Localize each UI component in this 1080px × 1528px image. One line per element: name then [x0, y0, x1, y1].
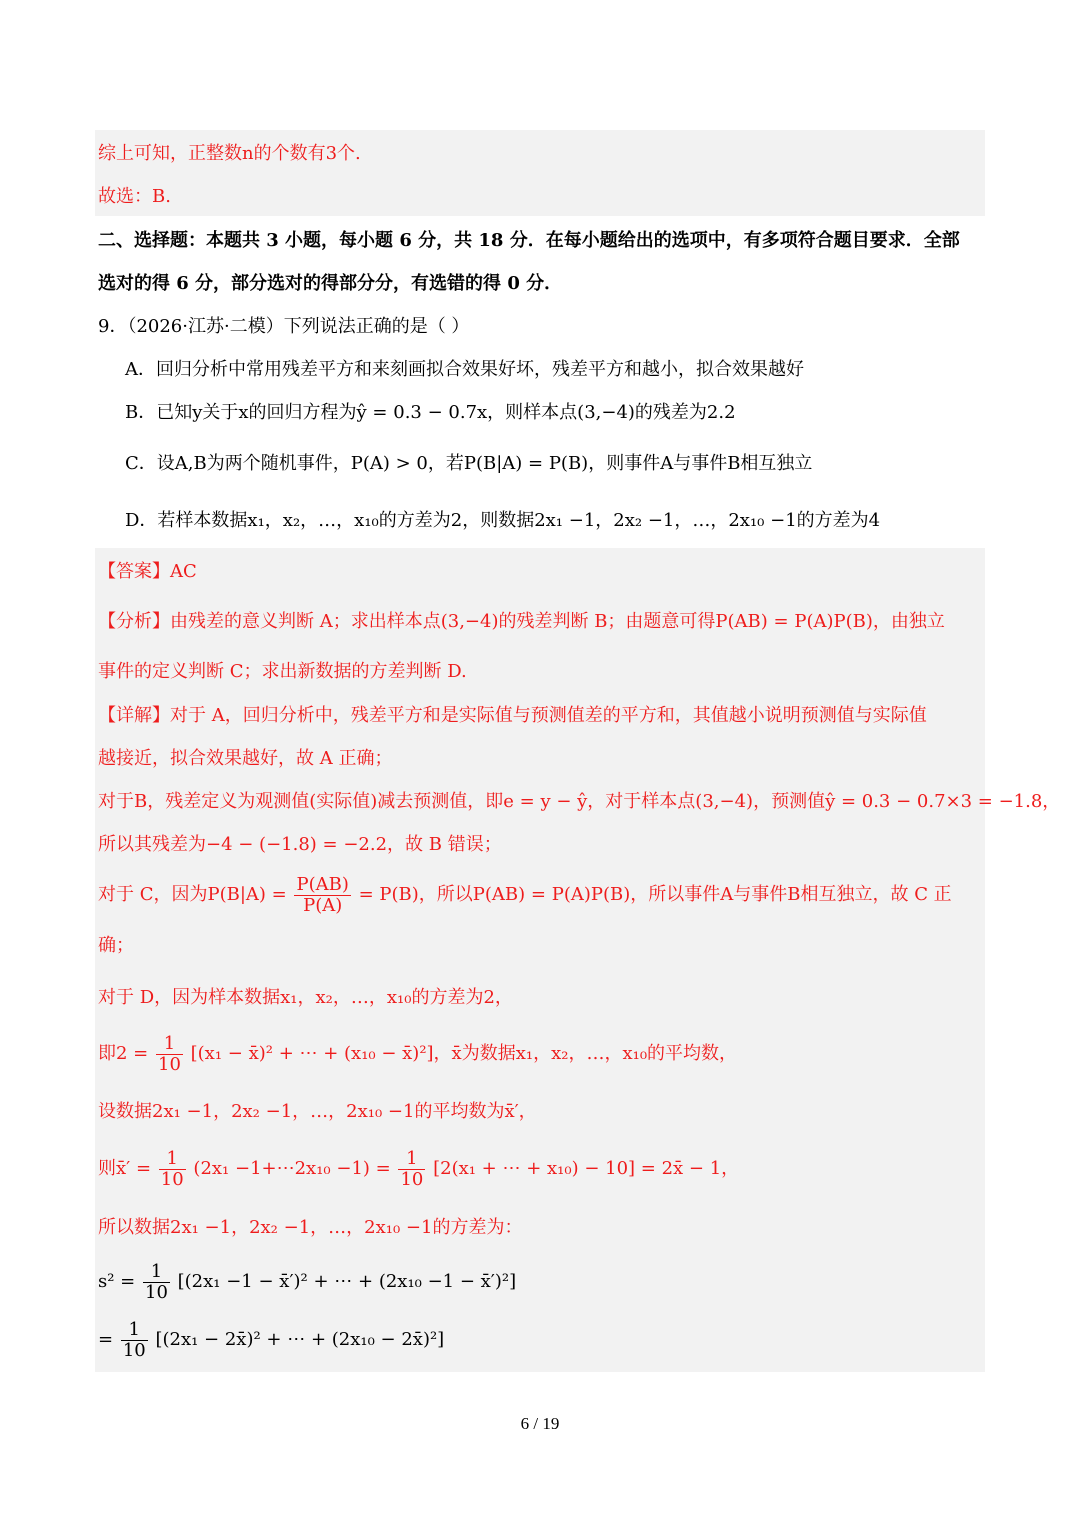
question-stem: 9．（2026·江苏·二模）下列说法正确的是（ ）	[98, 316, 470, 337]
detail-d2-post: [(x₁ − x̄)² + ⋯ + (x₁₀ − x̄)²]，x̄为数据x₁，x₂，…，x₁₀的平均数，	[190, 1043, 738, 1064]
variance-formula-line2: = $\frac{1}{10}$ [(2x₁ − 2x̄)² + ⋯ + (2x₁₀ − 2x̄)²]	[98, 1318, 445, 1361]
detail-d2-pre: 即2 =	[98, 1043, 149, 1064]
fraction-numerator: P(AB)	[296, 873, 349, 895]
detail-b-line1: 对于B，残差定义为观测值(实际值)减去预测值，即e = y − ŷ，对于样本点(3,−4)，预测值ŷ = 0.3 − 0.7×3 = −1.8，	[98, 791, 1061, 812]
detail-line1: 【详解】对于 A，回归分析中，残差平方和是实际值与预测值差的平方和，其值越小说明预测值与实际值	[98, 705, 927, 726]
option-b: B．已知y关于x的回归方程为ŷ = 0.3 − 0.7x，则样本点(3,−4)的残差为2.2	[125, 402, 736, 423]
analysis-line1: 【分析】由残差的意义判断 A；求出样本点(3,−4)的残差判断 B；由题意可得P(AB) = P(A)P(B)，由独立	[98, 611, 945, 632]
fraction-one-tenth: $\frac{1}{10}$	[160, 1147, 184, 1190]
detail-d-line3: 设数据2x₁ −1，2x₂ −1，…，2x₁₀ −1的平均数为x̄′，	[98, 1101, 537, 1122]
fraction-one-tenth: $\frac{1}{10}$	[400, 1147, 424, 1190]
detail-d-line5: 所以数据2x₁ −1，2x₂ −1，…，2x₁₀ −1的方差为：	[98, 1217, 523, 1238]
fraction-denominator: P(A)	[303, 894, 343, 916]
detail-d-line2	[98, 1030, 737, 1078]
conclusion-line: 综上可知，正整数n的个数有3个.	[98, 143, 361, 164]
detail-c-post: = P(B)，所以P(AB) = P(A)P(B)，所以事件A与事件B相互独立，故 C 正	[358, 884, 952, 905]
fraction-pab-over-pa	[294, 875, 350, 916]
page-number: 6 / 19	[520, 1414, 560, 1433]
fraction-one-tenth: $\frac{1}{10}$	[122, 1318, 146, 1361]
detail-b-line2: 所以其残差为−4 − (−1.8) = −2.2，故 B 错误；	[98, 834, 502, 855]
fraction-one-tenth: $\frac{1}{10}$	[158, 1032, 181, 1075]
answer-line: 【答案】AC	[98, 561, 197, 582]
detail-c-line1	[98, 870, 952, 920]
detail-c-line2: 确；	[98, 935, 134, 956]
choice-line: 故选：B.	[98, 186, 171, 207]
detail-d-line4: 则x̄′ = $\frac{1}{10}$ (2x₁ −1+⋯2x₁₀ −1) = $\frac{1}{10}$ [2(x₁ + ⋯ + x₁₀) − 10] = 2x̄ − 1，	[98, 1147, 740, 1190]
option-c: C．设A,B为两个随机事件，P(A) > 0，若P(B|A) = P(B)，则事件A与事件B相互独立	[125, 453, 813, 474]
fraction-one-tenth: $\frac{1}{10}$	[145, 1260, 168, 1303]
option-a: A．回归分析中常用残差平方和来刻画拟合效果好坏，残差平方和越小，拟合效果越好	[125, 359, 804, 380]
section-header-line1: 二、选择题：本题共 3 小题，每小题 6 分，共 18 分．在每小题给出的选项中，有多项符合题目要求．全部	[98, 230, 960, 251]
option-d: D．若样本数据x₁，x₂，…，x₁₀的方差为2，则数据2x₁ −1，2x₂ −1，…，2x₁₀ −1的方差为4	[125, 510, 881, 531]
variance-formula-line1: s² = $\frac{1}{10}$ [(2x₁ −1 − x̄′)² + ⋯ + (2x₁₀ −1 − x̄′)²]	[98, 1260, 517, 1303]
detail-d-line1: 对于 D，因为样本数据x₁，x₂，…，x₁₀的方差为2，	[98, 987, 513, 1008]
analysis-line2: 事件的定义判断 C；求出新数据的方差判断 D.	[98, 661, 467, 682]
section-header-line2: 选对的得 6 分，部分选对的得部分分，有选错的得 0 分．	[98, 273, 563, 294]
detail-line2: 越接近，拟合效果越好，故 A 正确；	[98, 748, 393, 769]
detail-c-pre: 对于 C，因为P(B|A) =	[98, 884, 287, 905]
